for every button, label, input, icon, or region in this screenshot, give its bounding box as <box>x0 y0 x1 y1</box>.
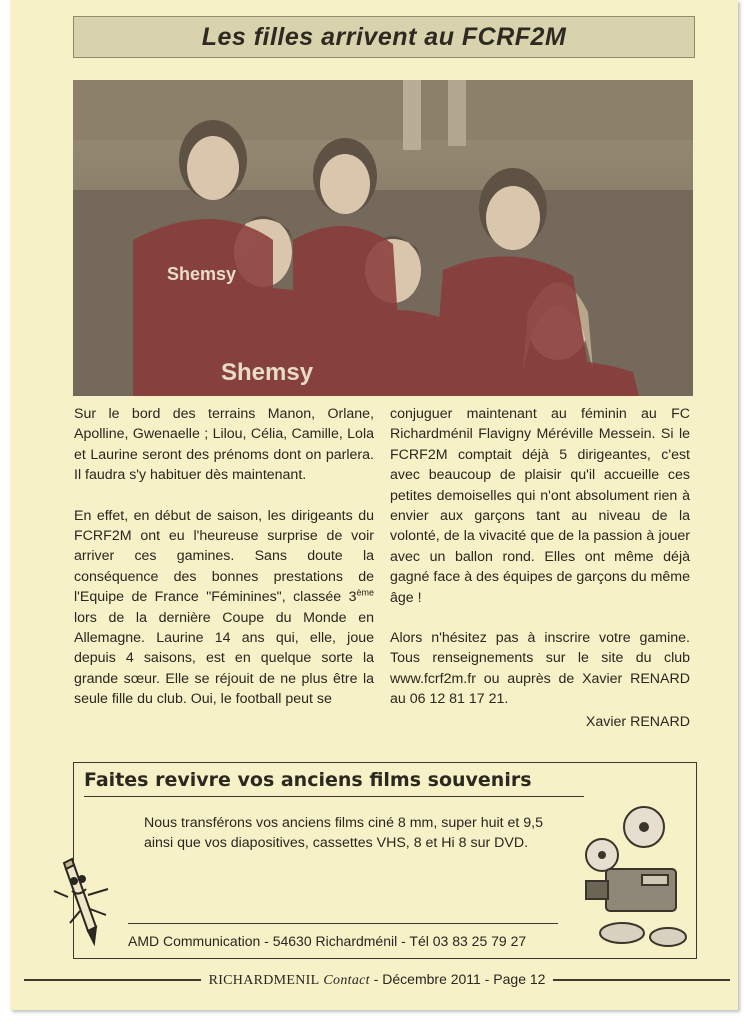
footer-rule-left <box>24 979 201 981</box>
article-title-bar <box>73 16 695 58</box>
footer-text <box>209 971 546 989</box>
ad-contact: AMD Communication - 54630 Richardménil - Tél 03 83 25 79 27 <box>128 933 527 949</box>
article-paragraph-1: Sur le bord des terrains Manon, Orlane, Apolline, Gwenaelle ; Lilou, Célia, Camille, Lola et Laurine seront des prénoms dont on parlera. Il faudra s'y habituer dès maintenant. <box>74 406 374 484</box>
team-photo <box>73 80 693 396</box>
jersey-text-front: Shemsy <box>221 359 314 386</box>
ad-contact-divider <box>128 923 558 924</box>
article-paragraph-2: En effet, en début de saison, les dirigeants du FCRF2M ont eu l'heureuse surprise de voir arriver ces gamines. Sans doute la conséquence des bonnes prestations de l'Equipe de France "Féminines", classée 3ème lors de la dernière Coupe du Monde en Allemagne. Laurine 14 ans qui, elle, joue depuis 4 saisons, est en quelque sorte la grande sœur. Elle se réjouit de ne plus être la seule fille du club. Oui, le football peut se <box>74 507 374 708</box>
article-paragraph-4: Alors n'hésitez pas à inscrire votre gamine. Tous renseignements sur le site du club www.fcrf2m.fr ou auprès de Xavier RENARD au 06 12 81 17 21. <box>390 630 690 708</box>
footer-issue: - Décembre 2011 - Page 12 <box>373 971 546 987</box>
page-footer <box>24 968 730 992</box>
article-paragraph-3: conjuguer maintenant au féminin au FC Richardménil Flavigny Méréville Messein. Si le FCRF2M comptait déjà 5 dirigeantes, c'est avec beaucoup de plaisir qu'il accueille ces petites demoiselles qui n'ont absolument rien à envier aux garçons tant au niveau de la volonté, de la vivacité que de la passion à jouer avec un ballon rond. Elles ont même déjà gagné face à des équipes de garçons du même âge ! <box>390 406 690 606</box>
footer-rule-right <box>553 979 730 981</box>
article-column-right <box>390 404 690 732</box>
article-title: Les filles arrivent au FCRF2M <box>201 22 567 51</box>
article-signature: Xavier RENARD <box>585 713 690 730</box>
footer-publication: RICHARDMENIL <box>208 973 320 988</box>
film-projector-icon <box>582 803 694 953</box>
ad-title-divider <box>84 796 584 797</box>
team-photo-illustration <box>73 80 693 396</box>
ad-title: Faites revivre vos anciens films souvenirs <box>84 769 532 791</box>
magazine-page <box>10 0 738 1010</box>
jersey-text-back: Shemsy <box>167 264 237 284</box>
advertisement-box <box>73 762 697 959</box>
ad-body: Nous transférons vos anciens films ciné 8 mm, super huit et 9,5 ainsi que vos diapositives, cassettes VHS, 8 et Hi 8 sur DVD. <box>144 815 544 852</box>
footer-publication-italic: Contact <box>323 973 370 988</box>
pencil-mascot-icon <box>52 851 132 951</box>
article-column-left <box>74 404 374 730</box>
